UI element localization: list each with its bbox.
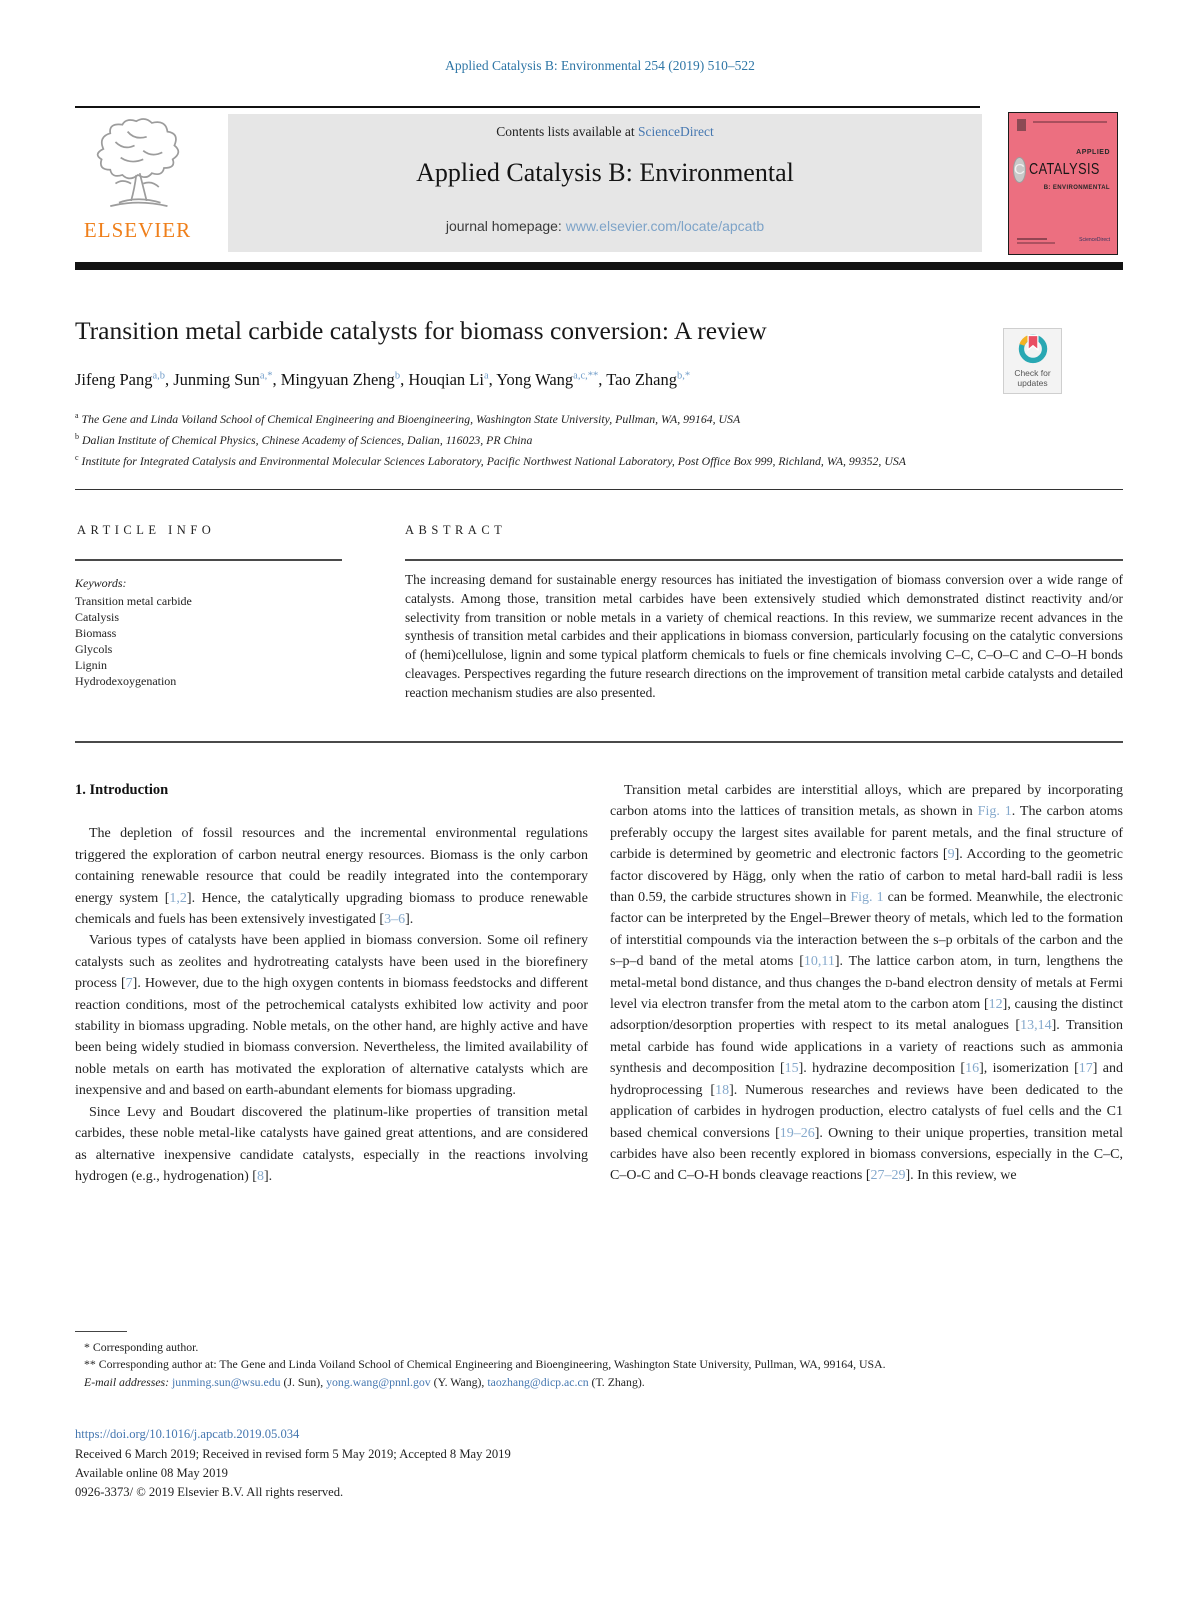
- doi-link[interactable]: https://doi.org/10.1016/j.apcatb.2019.05.034: [75, 1427, 300, 1441]
- citation-ref[interactable]: 13,14: [1020, 1018, 1052, 1034]
- author-sup: a,*: [259, 370, 273, 382]
- abstract-text: The increasing demand for sustainable energy resources has initiated the investigation of biomass conversion over a wide range of catalysts. Among those, transition metal carbides have been extensively studied which demonstrated distinct reactivity and/or selectivity from transition or noble metals in a variety of chemical reactions. In this review, we summarize recent advances in the synthesis of transition metal carbides and their applications in biomass conversion, particularly focusing on the catalytic conversions of (hemi)cellulose, lignin and some typical platform chemicals to fuels or fine chemicals involving C–C, C–O–C and C–O–H bonds cleavages. Perspectives regarding the future research directions on the improvement of transition metal carbide catalysts and detailed reaction mechanism studies are also presented.: [405, 572, 1123, 700]
- footnote-emails: [75, 1374, 1123, 1391]
- footnote-rule: [75, 1331, 127, 1332]
- author-name: Junming Sun$^{a,*}$: [173, 370, 273, 389]
- author-list: Jifeng Pang$^{a,b}$, Junming Sun$^{a,*}$, Mingyuan Zheng$^b$, Houqian Li$^a$, Yong Wang$^{a,c,**}$, Tao Zhang$^{b,*}$: [75, 370, 691, 389]
- author-sup: b: [394, 370, 401, 382]
- affiliation-list: [75, 407, 1123, 470]
- article-info-heading: ARTICLE INFO: [77, 523, 216, 537]
- abstract-rule: [405, 559, 1123, 561]
- citation-ref[interactable]: 8: [256, 1168, 264, 1184]
- paragraph: Since Levy and Boudart discovered the platinum-like properties of transition metal carbides, these noble metal-like catalysts have gained great attentions, and are considered as alternative inexpensive candidate catalysts, especially in the reactions involving hydrogen (e.g., hydrogenation) [8].: [75, 1104, 588, 1184]
- citation-ref[interactable]: 27–29: [870, 1168, 906, 1184]
- author-name: Yong Wang$^{a,c,**}$: [496, 370, 599, 389]
- keyword: Transition metal carbide: [75, 594, 192, 608]
- abstract-bottom-rule: [75, 741, 1123, 743]
- citation-ref[interactable]: 19–26: [779, 1125, 815, 1141]
- affiliation: $^c$ Institute for Integrated Catalysis and Environmental Molecular Sciences Laboratory, Pacific Northwest National Laboratory, Post Office Box 999, Richland, WA, 99352, USA: [75, 452, 906, 468]
- link[interactable]: yong.wang@pnnl.gov: [326, 1374, 431, 1389]
- journal-cover-thumbnail[interactable]: [1008, 112, 1118, 255]
- header-thick-rule: [75, 262, 1123, 270]
- elsevier-wordmark: ELSEVIER: [83, 218, 192, 242]
- keyword: Lignin: [75, 658, 107, 672]
- cover-title-row: [1013, 157, 1112, 183]
- homepage-link[interactable]: www.elsevier.com/locate/apcatb: [565, 218, 765, 234]
- paragraph: The depletion of fossil resources and the incremental environmental regulations triggered the exploration of carbon neutral energy resources. Biomass is the only carbon containing renewable resource that could be readily integrated into the contemporary energy system [1,2]. Hence, the catalytically upgrading biomass to produce renewable chemicals and fuels has been extensively investigated [3–6].: [75, 826, 589, 928]
- footnote-corresponding-author-at: ** Corresponding author at: The Gene and Linda Voiland School of Chemical Engineering and Bioengineering, Washington State University, Pullman, WA, 99164, USA.: [84, 1357, 886, 1372]
- keywords-list: [75, 593, 355, 689]
- email-addresses: junming.sun@wsu.edu (J. Sun), yong.wang@pnnl.gov (Y. Wang), taozhang@dicp.ac.cn (T. Zhang).: [172, 1374, 645, 1389]
- elsevier-tree-icon: [86, 116, 190, 220]
- journal-header-band: [228, 114, 982, 252]
- body-column-right: [610, 780, 1123, 1187]
- citation-ref[interactable]: 12: [988, 997, 1003, 1013]
- affiliation: $^a$ The Gene and Linda Voiland School of Chemical Engineering and Bioengineering, Washington State University, Pullman, WA, 99164, USA: [75, 411, 741, 426]
- article-info-rule: [75, 559, 342, 561]
- cover-subtitle: B: ENVIRONMENTAL: [1043, 185, 1110, 191]
- journal-title: Applied Catalysis B: Environmental: [416, 158, 794, 187]
- link[interactable]: junming.sun@wsu.edu: [172, 1374, 281, 1389]
- keywords-label: Keywords:: [75, 576, 127, 590]
- contents-prefix: Contents lists available at: [496, 124, 638, 139]
- citation-ref[interactable]: 3–6: [384, 912, 406, 928]
- author-sup: a,b: [152, 370, 165, 382]
- abstract-heading: ABSTRACT: [405, 523, 507, 537]
- affiliation-divider-rule: [75, 489, 1123, 490]
- cover-fineprint-bottom2: [1017, 242, 1055, 244]
- cover-publisher-mark: [1017, 119, 1026, 131]
- citation-ref[interactable]: 1,2: [169, 890, 187, 906]
- available-online: Available online 08 May 2019: [75, 1466, 228, 1480]
- elsevier-logo: [75, 116, 200, 252]
- left-paragraphs: [75, 823, 588, 1187]
- citation-ref[interactable]: Fig. 1: [850, 890, 884, 906]
- small-caps: d: [885, 975, 893, 991]
- citation-ref[interactable]: 17: [1078, 1061, 1093, 1077]
- citation-ref[interactable]: 10,11: [803, 954, 835, 970]
- sciencedirect-link[interactable]: ScienceDirect: [638, 124, 714, 139]
- section-heading-introduction: 1. Introduction: [75, 782, 169, 798]
- keyword: Catalysis: [75, 610, 119, 624]
- paragraph: Various types of catalysts have been applied in biomass conversion. Some oil refinery catalysts such as zeolites and hydrotreating catalysts have been used in the biorefinery process [7]. However, due to the high oxygen contents in biomass feedstocks and different reaction conditions, most of the petrochemical catalysts exhibited low activity and poor stability in biomass upgrading. Noble metals, on the other hand, are highly active and have been being widely studied in biomass conversion. Nevertheless, the limited availability of noble metals on earth has motivated the exploration of alternative catalysts which are inexpensive and and based on earth-abundant elements for biomass upgrading.: [75, 933, 588, 1099]
- footnote-corresponding-author: * Corresponding author.: [84, 1340, 199, 1354]
- cover-fineprint-bottom1: [1017, 238, 1047, 240]
- cover-applied-label: APPLIED: [1076, 149, 1110, 156]
- paragraph: Transition metal carbides are interstitial alloys, which are prepared by incorporating carbon atoms into the lattices of transition metals, as shown in Fig. 1. The carbon atoms preferably occupy the largest sites available for parent metals, and the final structure of carbide is determined by geometric and electronic factors [9]. According to the geometric factor discovered by Hägg, only when the ratio of carbon to metal hard-ball radii is less than 0.59, the carbide structures shown in Fig. 1 can be formed. Meanwhile, the electronic factor can be interpreted by the Engel–Brewer theory of metals, which led to the formation of interstitial compounds via the interaction between the s–p orbitals of the carbon and the s–p–d band of the metal atoms [10,11]. The lattice carbon atom, in turn, lengthens the metal-metal bond distance, and thus changes the d-band electron density of metals at Fermi level via electron transfer from the metal atom to the carbon atom [12], causing the distinct adsorption/desorption properties with respect to its metal analogues [13,14]. Transition metal carbide has found wide applications in a variety of reactions such as ammonia synthesis and decomposition [15]. hydrazine decomposition [16], isomerization [17] and hydroprocessing [18]. Numerous researches and reviews have been dedicated to the application of carbides in hydrogen production, electro catalysts of fuel cells and the C1 based chemical conversions [19–26]. Owning to their unique properties, transition metal carbides have also been recently explored in biomass conversions, especially in the C–C, C–O-C and C–O-H bonds cleavage reactions [27–29]. In this review, we: [610, 783, 1124, 1184]
- author-name: Jifeng Pang$^{a,b}$: [75, 370, 165, 389]
- keyword: Glycols: [75, 642, 113, 656]
- author-sup: a: [483, 370, 489, 382]
- cover-sciencedirect-label: ScienceDirect: [1079, 237, 1110, 243]
- cover-fineprint-top: [1033, 121, 1107, 123]
- author-name: Houqian Li$^a$: [408, 370, 489, 389]
- header-top-rule: [75, 106, 980, 108]
- keyword: Biomass: [75, 626, 117, 640]
- cover-journal-name: CATALYSIS: [1028, 161, 1100, 178]
- running-head-citation: Applied Catalysis B: Environmental 254 (2019) 510–522: [445, 58, 755, 73]
- citation-ref[interactable]: 16: [965, 1061, 980, 1077]
- body-column-left: [75, 780, 588, 1187]
- citation-ref[interactable]: 9: [947, 847, 955, 863]
- affiliation: $^b$ Dalian Institute of Chemical Physics, Chinese Academy of Sciences, Dalian, 116023, PR China: [75, 431, 533, 447]
- homepage-prefix: journal homepage:: [445, 218, 566, 234]
- received-dates: Received 6 March 2019; Received in revised form 5 May 2019; Accepted 8 May 2019: [75, 1447, 511, 1461]
- keyword: Hydrodexoygenation: [75, 674, 177, 688]
- footnote-block: [75, 1339, 1123, 1391]
- cover-circle-emblem: C: [1013, 157, 1026, 183]
- link[interactable]: taozhang@dicp.ac.cn: [487, 1374, 589, 1389]
- citation-ref[interactable]: 18: [715, 1082, 730, 1098]
- author-name: Mingyuan Zheng$^b$: [280, 370, 401, 389]
- check-badge-label: Check for updates: [1014, 368, 1051, 388]
- citation-ref[interactable]: 7: [125, 976, 133, 992]
- article-title: Transition metal carbide catalysts for biomass conversion: A review: [75, 316, 767, 345]
- crossmark-icon: [1017, 332, 1049, 364]
- email-addresses-label: E-mail addresses:: [84, 1374, 170, 1389]
- citation-ref[interactable]: 15: [784, 1061, 799, 1077]
- citation-ref[interactable]: Fig. 1: [977, 804, 1012, 820]
- author-sup: b,*: [676, 370, 691, 382]
- author-name: Tao Zhang$^{b,*}$: [606, 370, 691, 389]
- right-paragraphs: [610, 780, 1123, 1187]
- homepage-line: [228, 218, 982, 234]
- author-sup: a,c,**: [573, 370, 599, 382]
- contents-line: [228, 124, 982, 140]
- issn-copyright: 0926-3373/ © 2019 Elsevier B.V. All rights reserved.: [75, 1485, 344, 1499]
